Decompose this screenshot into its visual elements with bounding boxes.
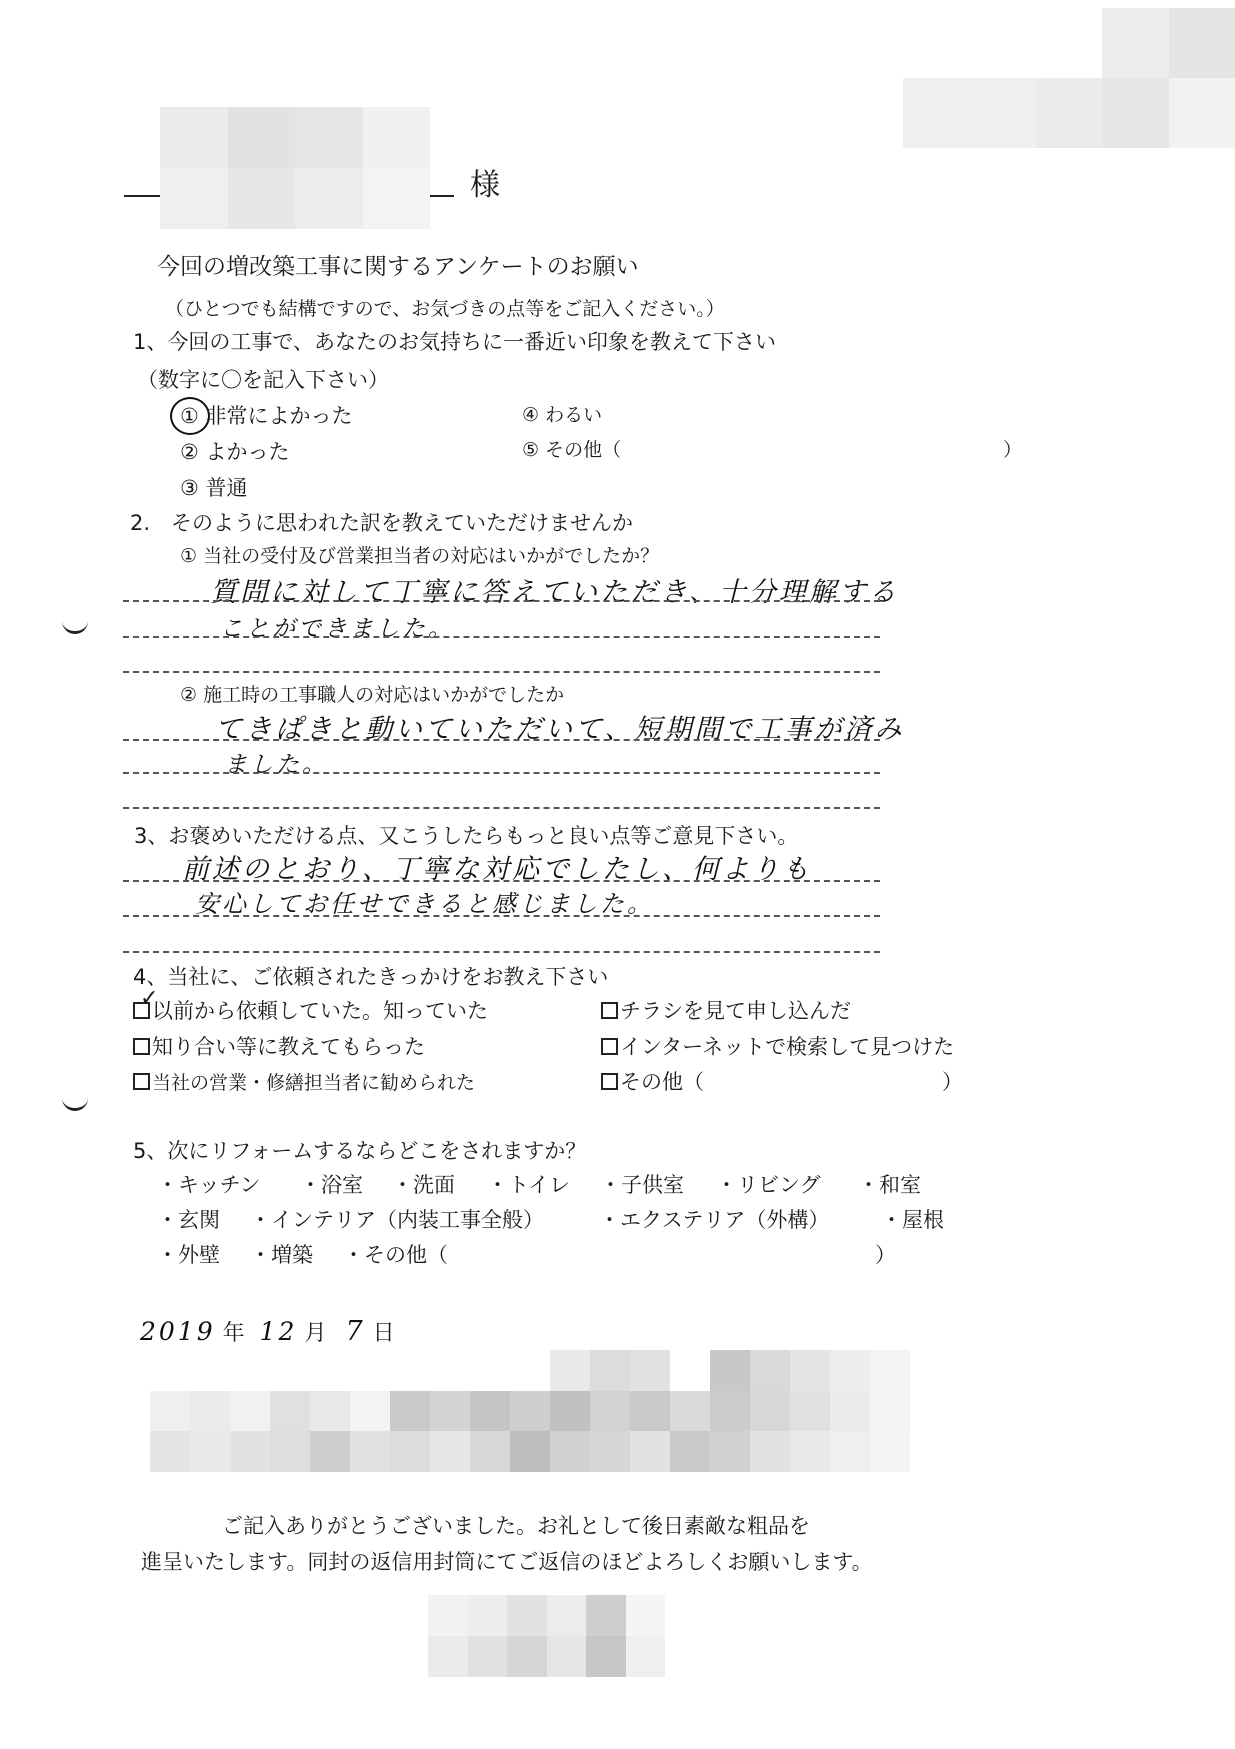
q1-option-1: ① 非常によかった [180, 404, 353, 428]
q2-answer2-line2: ました。 [224, 752, 328, 778]
answer-line [123, 880, 880, 882]
checkbox [133, 1038, 150, 1055]
answer-line [123, 739, 880, 741]
q5-item: ・外壁 [157, 1243, 220, 1267]
q4-option-referral: 知り合い等に教えてもらった [133, 1031, 425, 1061]
q5-question: 5、次にリフォームするならどこをされますか？ [133, 1139, 587, 1163]
q4-other-close: ） [942, 1070, 963, 1094]
q1-question: 1、今回の工事で、あなたのお気持ちに一番近い印象を教えて下さい [133, 330, 776, 354]
q3-question: 3、お褒めいただける点、又こうしたらもっと良い点等ご意見下さい。 [134, 824, 799, 848]
checkbox [601, 1002, 618, 1019]
q1-note: （数字に〇を記入下さい） [137, 368, 389, 392]
answer-line [123, 915, 880, 917]
q2-sub2: ② 施工時の工事職人の対応はいかがでしたか [180, 684, 565, 706]
q1-option-4: ④ わるい [522, 404, 603, 426]
q5-item: ・洗面 [392, 1173, 455, 1197]
q5-item: ・子供室 [600, 1173, 684, 1197]
redacted-mosaic-top-right [903, 8, 1235, 148]
answer-line [123, 807, 880, 809]
q2-question: 2. そのように思われた訳を教えていただけませんか [130, 511, 634, 535]
q2-answer1-line2: ことができました。 [220, 616, 454, 642]
date-year-unit: 年 [222, 1321, 245, 1346]
q5-item: ・増築 [250, 1243, 313, 1267]
q2-sub1: ① 当社の受付及び営業担当者の対応はいかがでしたか？ [180, 545, 660, 567]
q2-answer2-line1: てきぱきと動いていただいて、短期間で工事が済み [215, 714, 905, 745]
footer-line-1: ご記入ありがとうございました。お礼として後日素敵な粗品を [222, 1514, 810, 1538]
answer-line [123, 671, 880, 673]
q5-item: ・屋根 [881, 1208, 944, 1232]
q4-option-internet: インターネットで検索して見つけた [601, 1031, 954, 1061]
q5-item: ・インテリア（内装工事全般） [250, 1208, 544, 1232]
date-month-unit: 月 [304, 1321, 327, 1346]
checkbox [133, 1073, 150, 1090]
answer-line [123, 600, 880, 602]
date-day-unit: 日 [372, 1321, 395, 1346]
margin-mark [62, 619, 88, 634]
checkbox [601, 1073, 618, 1090]
margin-mark [62, 1096, 88, 1111]
redacted-name-mosaic [160, 107, 430, 229]
answer-line [123, 951, 880, 953]
redacted-stamp-mosaic [428, 1595, 665, 1677]
q5-other-close: ） [875, 1243, 896, 1267]
q5-item: ・その他（ [343, 1243, 448, 1267]
honorific-sama: 様 [470, 168, 500, 203]
date [140, 1316, 395, 1347]
q5-item: ・和室 [858, 1173, 921, 1197]
q4-option-sales: 当社の営業・修繕担当者に勧められた [133, 1068, 475, 1095]
q1-option-3: ③ 普通 [180, 476, 248, 500]
date-year: 2019 [140, 1317, 216, 1346]
q4-question: 4、当社に、ご依頼されたきっかけをお教え下さい [133, 965, 609, 989]
q1-option-5-close: ） [1003, 439, 1023, 461]
redacted-signature-mosaic [150, 1350, 910, 1472]
q2-answer1-line1: 質問に対して丁寧に答えていただき、十分理解する [210, 577, 899, 608]
date-month: 12 [259, 1317, 298, 1346]
q4-option-other: その他（ [601, 1066, 704, 1096]
q5-item: ・キッチン [157, 1173, 261, 1197]
q4-option-previous: 以前から依頼していた。知っていた [133, 995, 488, 1025]
q5-item: ・リビング [716, 1173, 821, 1197]
q4-option-flyer: チラシを見て申し込んだ [601, 995, 851, 1025]
page-title: 今回の増改築工事に関するアンケートのお願い [157, 254, 639, 280]
q5-item: ・玄関 [157, 1208, 220, 1232]
q1-option-5: ⑤ その他（ [522, 439, 622, 461]
answer-line [123, 636, 880, 638]
check-mark: ✓ [140, 986, 159, 1011]
q1-option-2: ② よかった [180, 440, 290, 464]
footer-line-2: 進呈いたします。同封の返信用封筒にてご返信のほどよろしくお願いします。 [141, 1550, 873, 1574]
q5-item: ・エクステリア（外構） [599, 1208, 830, 1232]
answer-line [123, 772, 880, 774]
q3-answer-line1: 前述のとおり、丁寧な対応でしたし、何よりも [182, 854, 812, 885]
date-day: 7 [345, 1316, 366, 1347]
q3-answer-line2: 安心してお任せできると感じました。 [195, 890, 654, 918]
page-subtitle: （ひとつでも結構ですので、お気づきの点等をご記入ください。） [165, 298, 725, 320]
q5-item: ・トイレ [487, 1173, 570, 1197]
checkbox [601, 1038, 618, 1055]
q5-item: ・浴室 [300, 1173, 363, 1197]
